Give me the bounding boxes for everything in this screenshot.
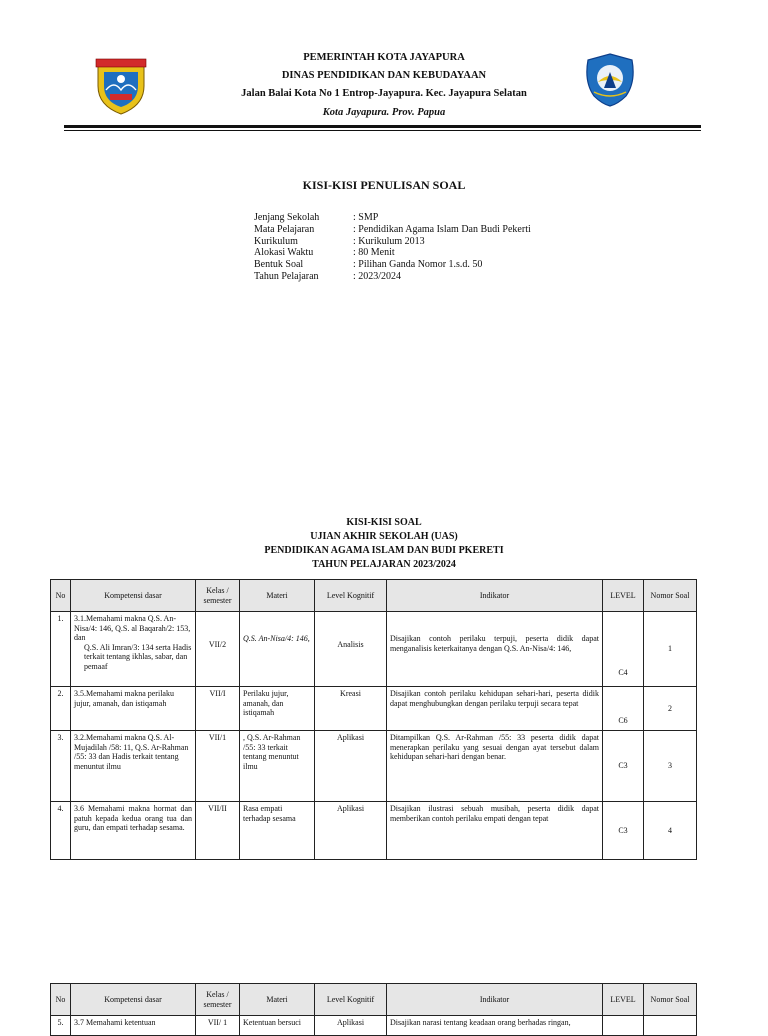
table-row bbox=[51, 802, 697, 860]
page-title: KISI-KISI PENULISAN SOAL bbox=[302, 178, 466, 192]
cell-level: C4 bbox=[603, 612, 644, 687]
kd-text: 3.1.Memahami makna Q.S. An-Nisa/4: 146, Q.S. al Baqarah/2: 153, dan bbox=[74, 614, 191, 643]
cell-indikator: Disajikan ilustrasi sebuah musibah, peserta didik dapat memberikan contoh perilaku empati dengan tepat bbox=[387, 802, 603, 860]
meta-value: : SMP bbox=[353, 212, 379, 223]
header-rule bbox=[64, 125, 701, 128]
kisi-kisi-table bbox=[50, 579, 697, 860]
cell-level: C6 bbox=[603, 687, 644, 731]
section-title-3: PENDIDIKAN AGAMA ISLAM DAN BUDI PKERETI bbox=[264, 545, 504, 556]
cell-kompetensi: 3.6 Memahami makna hormat dan patuh kepada kedua orang tua dan guru, dan empati terhadap sesama. bbox=[71, 802, 196, 860]
header-line-4: Kota Jayapura. Prov. Papua bbox=[322, 107, 446, 118]
meta-row bbox=[254, 247, 531, 259]
cell-kompetensi bbox=[71, 612, 196, 687]
meta-label: Tahun Pelajaran bbox=[254, 270, 319, 282]
section-title-4: TAHUN PELAJARAN 2023/2024 bbox=[312, 559, 456, 570]
col-header-indikator: Indikator bbox=[387, 984, 603, 1016]
col-header-level: LEVEL bbox=[603, 580, 644, 612]
meta-value: : Pendidikan Agama Islam Dan Budi Pekerti bbox=[353, 223, 531, 235]
header-rule-thin bbox=[64, 130, 701, 131]
cell-nomor: 4 bbox=[644, 802, 697, 860]
cell-level: C3 bbox=[603, 802, 644, 860]
cell-kelas: VII/I bbox=[196, 687, 240, 731]
cell-nomor: 2 bbox=[644, 687, 697, 731]
cell-materi: Perilaku jujur, amanah, dan istiqamah bbox=[240, 687, 315, 731]
table-row bbox=[51, 687, 697, 731]
col-header-materi: Materi bbox=[240, 580, 315, 612]
meta-label: Bentuk Soal bbox=[254, 259, 304, 271]
col-header-kognitif: Level Kognitif bbox=[315, 984, 387, 1016]
cell-kelas: VII/ 1 bbox=[196, 1016, 240, 1036]
cell-kompetensi: 3.2.Memahami makna Q.S. Al-Mujadilah /58: 11, Q.S. Ar-Rahman /55: 33 dan Hadis terkait tentang menuntut ilmu bbox=[71, 731, 196, 802]
col-header-kelas: Kelas / semester bbox=[196, 580, 240, 612]
cell-no: 1. bbox=[51, 612, 71, 687]
cell-materi: Q.S. An-Nisa/4: 146, bbox=[240, 612, 315, 687]
cell-nomor bbox=[644, 1016, 697, 1036]
col-header-materi: Materi bbox=[240, 984, 315, 1016]
cell-indikator: Disajikan contoh perilaku kehidupan sehari-hari, peserta didik dapat menghubungkan dengan perilaku terpuji secara tepat bbox=[387, 687, 603, 731]
col-header-nomor: Nomor Soal bbox=[644, 580, 697, 612]
meta-value: : 2023/2024 bbox=[353, 270, 402, 282]
meta-row bbox=[254, 271, 531, 283]
table-row bbox=[51, 1016, 697, 1036]
cell-materi: Rasa empati terhadap sesama bbox=[240, 802, 315, 860]
meta-label: Mata Pelajaran bbox=[254, 223, 315, 235]
cell-kelas: VII/1 bbox=[196, 731, 240, 802]
meta-label: Jenjang Sekolah bbox=[254, 212, 320, 223]
cell-kelas: VII/2 bbox=[196, 612, 240, 687]
cell-kompetensi: 3.5.Memahami makna perilaku jujur, amanah, dan istiqamah bbox=[71, 687, 196, 731]
meta-row bbox=[254, 224, 531, 236]
cell-no: 2. bbox=[51, 687, 71, 731]
meta-label: Kurikulum bbox=[254, 235, 298, 247]
meta-value: : Pilihan Ganda Nomor 1.s.d. 50 bbox=[353, 259, 483, 271]
kisi-kisi-table-2 bbox=[50, 983, 697, 1036]
meta-row bbox=[254, 212, 531, 224]
meta-label: Alokasi Waktu bbox=[254, 247, 314, 259]
table-row bbox=[51, 731, 697, 802]
cell-level bbox=[603, 1016, 644, 1036]
cell-indikator: Ditampilkan Q.S. Ar-Rahman /55: 33 peserta didik dapat menerapkan perilaku yang sesuai dengan ayat tersebut dalam kehidupan sehari-hari dengan benar. bbox=[387, 731, 603, 802]
col-header-nomor: Nomor Soal bbox=[644, 984, 697, 1016]
meta-block bbox=[254, 212, 531, 283]
cell-nomor: 3 bbox=[644, 731, 697, 802]
cell-no: 5. bbox=[51, 1016, 71, 1036]
kd-text-cont: Q.S. Ali Imran/3: 134 serta Hadis terkait tentang ikhlas, sabar, dan pemaaf bbox=[84, 642, 192, 671]
cell-kompetensi: 3.7 Memahami ketentuan bbox=[71, 1016, 196, 1036]
cell-level: C3 bbox=[603, 731, 644, 802]
table-row bbox=[51, 612, 697, 687]
meta-value: : 80 Menit bbox=[353, 247, 395, 259]
col-header-no: No bbox=[51, 984, 71, 1016]
cell-materi: Ketentuan bersuci bbox=[240, 1016, 315, 1036]
col-header-level: LEVEL bbox=[603, 984, 644, 1016]
col-header-no: No bbox=[51, 580, 71, 612]
cell-indikator: Disajikan contoh perilaku terpuji, peserta didik dapat menganalisis keterkaitanya dengan Q.S. An-Nisa/4: 146, bbox=[387, 612, 603, 687]
header-line-2: DINAS PENDIDIKAN DAN KEBUDAYAAN bbox=[281, 70, 487, 81]
section-title-2: UJIAN AKHIR SEKOLAH (UAS) bbox=[310, 531, 458, 542]
table-header-row bbox=[51, 580, 697, 612]
col-header-kompetensi: Kompetensi dasar bbox=[71, 984, 196, 1016]
meta-value: : Kurikulum 2013 bbox=[353, 235, 425, 247]
table-header-row bbox=[51, 984, 697, 1016]
cell-kognitif: Kreasi bbox=[315, 687, 387, 731]
meta-row bbox=[254, 236, 531, 248]
cell-kognitif: Aplikasi bbox=[315, 802, 387, 860]
cell-kognitif: Aplikasi bbox=[315, 731, 387, 802]
header-line-1: PEMERINTAH KOTA JAYAPURA bbox=[303, 52, 465, 63]
meta-row bbox=[254, 259, 531, 271]
header-line-3: Jalan Balai Kota No 1 Entrop-Jayapura. Kec. Jayapura Selatan bbox=[241, 88, 527, 99]
section-title-1: KISI-KISI SOAL bbox=[346, 517, 422, 528]
col-header-indikator: Indikator bbox=[387, 580, 603, 612]
cell-indikator: Disajikan narasi tentang keadaan orang berhadas ringan, bbox=[387, 1016, 603, 1036]
cell-kognitif: Aplikasi bbox=[315, 1016, 387, 1036]
col-header-kompetensi: Kompetensi dasar bbox=[71, 580, 196, 612]
cell-nomor: 1 bbox=[644, 612, 697, 687]
cell-no: 4. bbox=[51, 802, 71, 860]
cell-materi: , Q.S. Ar-Rahman /55: 33 terkait tentang menuntut ilmu bbox=[240, 731, 315, 802]
cell-kelas: VII/II bbox=[196, 802, 240, 860]
col-header-kognitif: Level Kognitif bbox=[315, 580, 387, 612]
col-header-kelas: Kelas / semester bbox=[196, 984, 240, 1016]
cell-kognitif: Analisis bbox=[315, 612, 387, 687]
cell-no: 3. bbox=[51, 731, 71, 802]
